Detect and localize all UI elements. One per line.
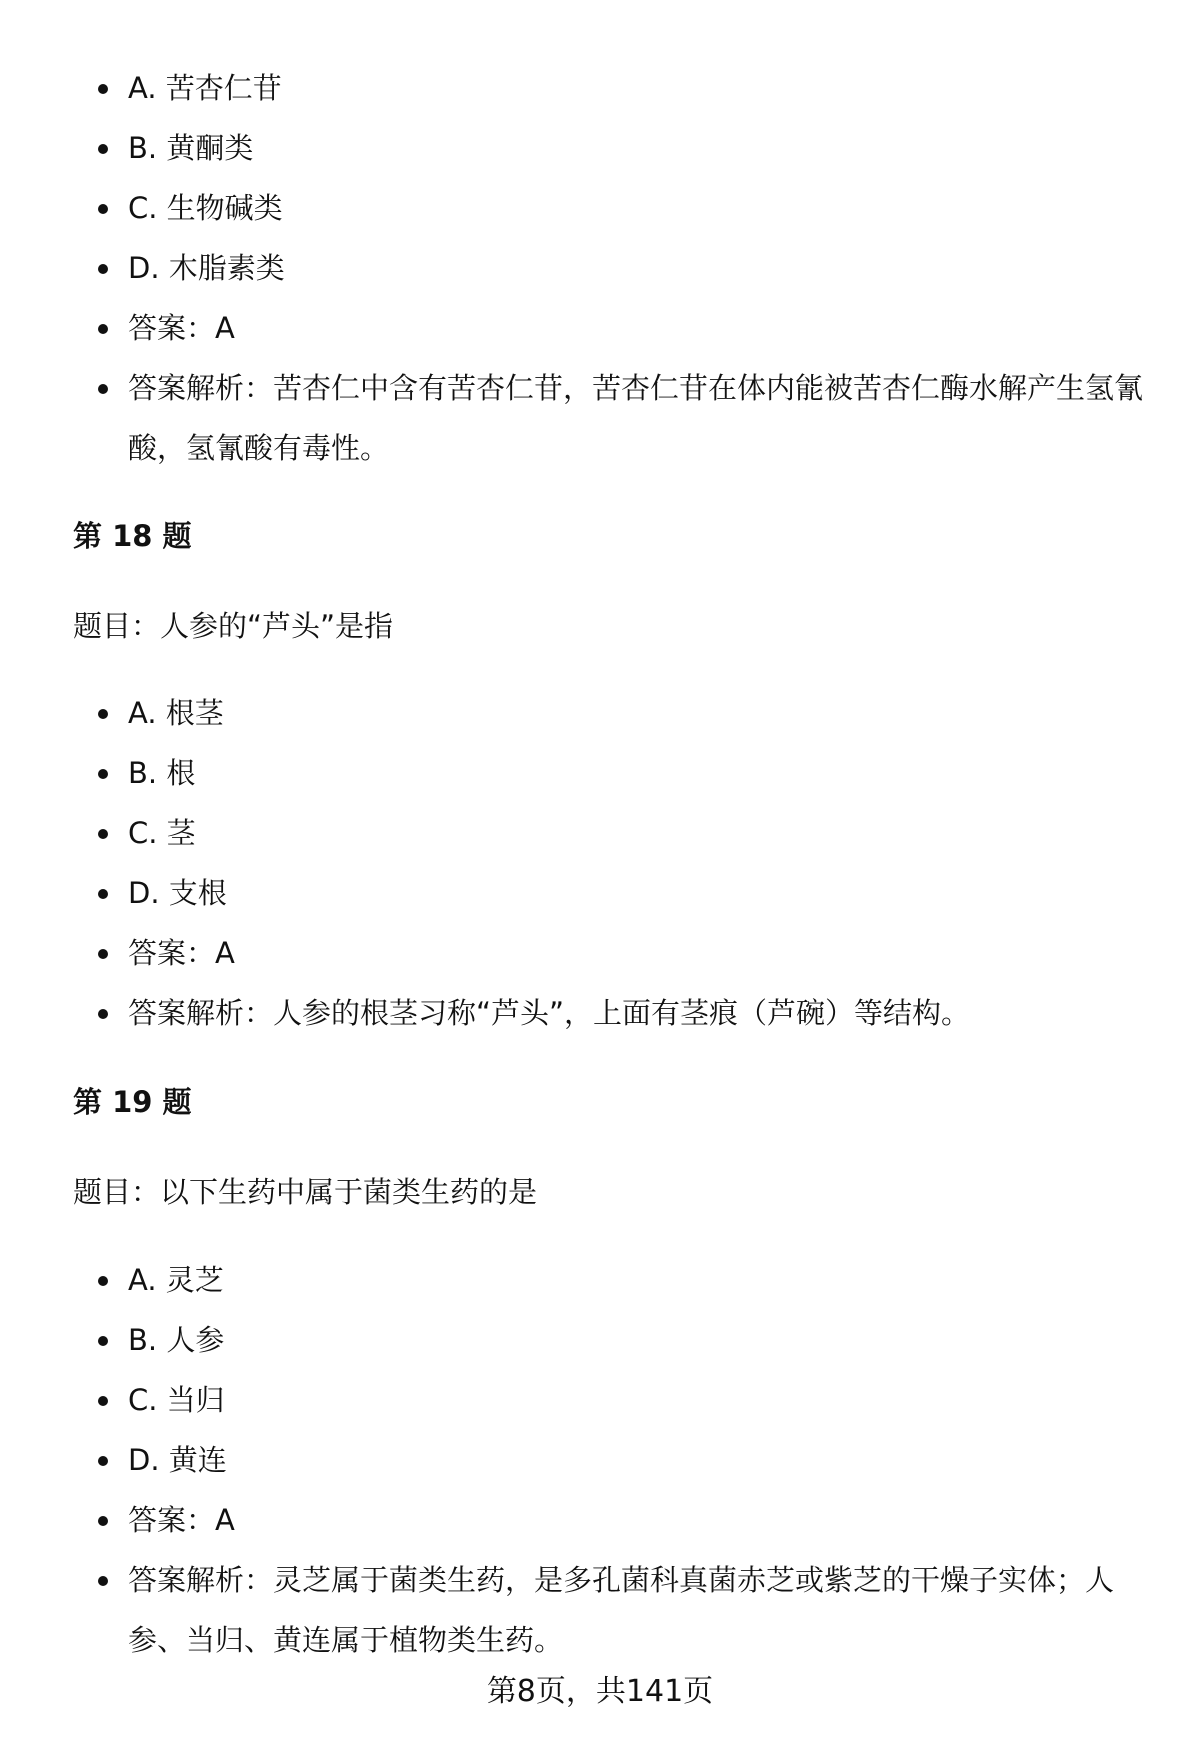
option-c: C. 茎 <box>0 803 1200 863</box>
option-b: B. 根 <box>0 743 1200 803</box>
question-19-options <box>0 1250 1200 1670</box>
answer: 答案：A <box>0 298 1200 358</box>
answer: 答案：A <box>0 1490 1200 1550</box>
question-18-block <box>0 683 1200 1043</box>
question-18-heading: 第 18 题 <box>73 519 192 553</box>
option-a: A. 灵芝 <box>0 1250 1200 1310</box>
option-b: B. 人参 <box>0 1310 1200 1370</box>
question-18-stem: 题目：人参的“芦头”是指 <box>73 609 394 643</box>
question-17-block <box>0 58 1200 478</box>
answer-explanation: 答案解析：人参的根茎习称“芦头”，上面有茎痕（芦碗）等结构。 <box>0 983 1200 1043</box>
option-b: B. 黄酮类 <box>0 118 1200 178</box>
answer: 答案：A <box>0 923 1200 983</box>
option-d: D. 支根 <box>0 863 1200 923</box>
question-19-block <box>0 1250 1200 1670</box>
option-a: A. 苦杏仁苷 <box>0 58 1200 118</box>
page-indicator: 第8页，共141页 <box>486 1674 714 1709</box>
option-d: D. 木脂素类 <box>0 238 1200 298</box>
question-19-stem: 题目：以下生药中属于菌类生药的是 <box>73 1175 538 1209</box>
option-c: C. 生物碱类 <box>0 178 1200 238</box>
answer-explanation: 答案解析：苦杏仁中含有苦杏仁苷，苦杏仁苷在体内能被苦杏仁酶水解产生氢氰酸，氢氰酸有毒性。 <box>0 358 1200 478</box>
option-c: C. 当归 <box>0 1370 1200 1430</box>
option-d: D. 黄连 <box>0 1430 1200 1490</box>
question-17-options <box>0 58 1200 478</box>
option-a: A. 根茎 <box>0 683 1200 743</box>
question-18-options <box>0 683 1200 1043</box>
question-19-heading: 第 19 题 <box>73 1085 192 1119</box>
answer-explanation: 答案解析：灵芝属于菌类生药，是多孔菌科真菌赤芝或紫芝的干燥子实体；人参、当归、黄连属于植物类生药。 <box>0 1550 1200 1670</box>
